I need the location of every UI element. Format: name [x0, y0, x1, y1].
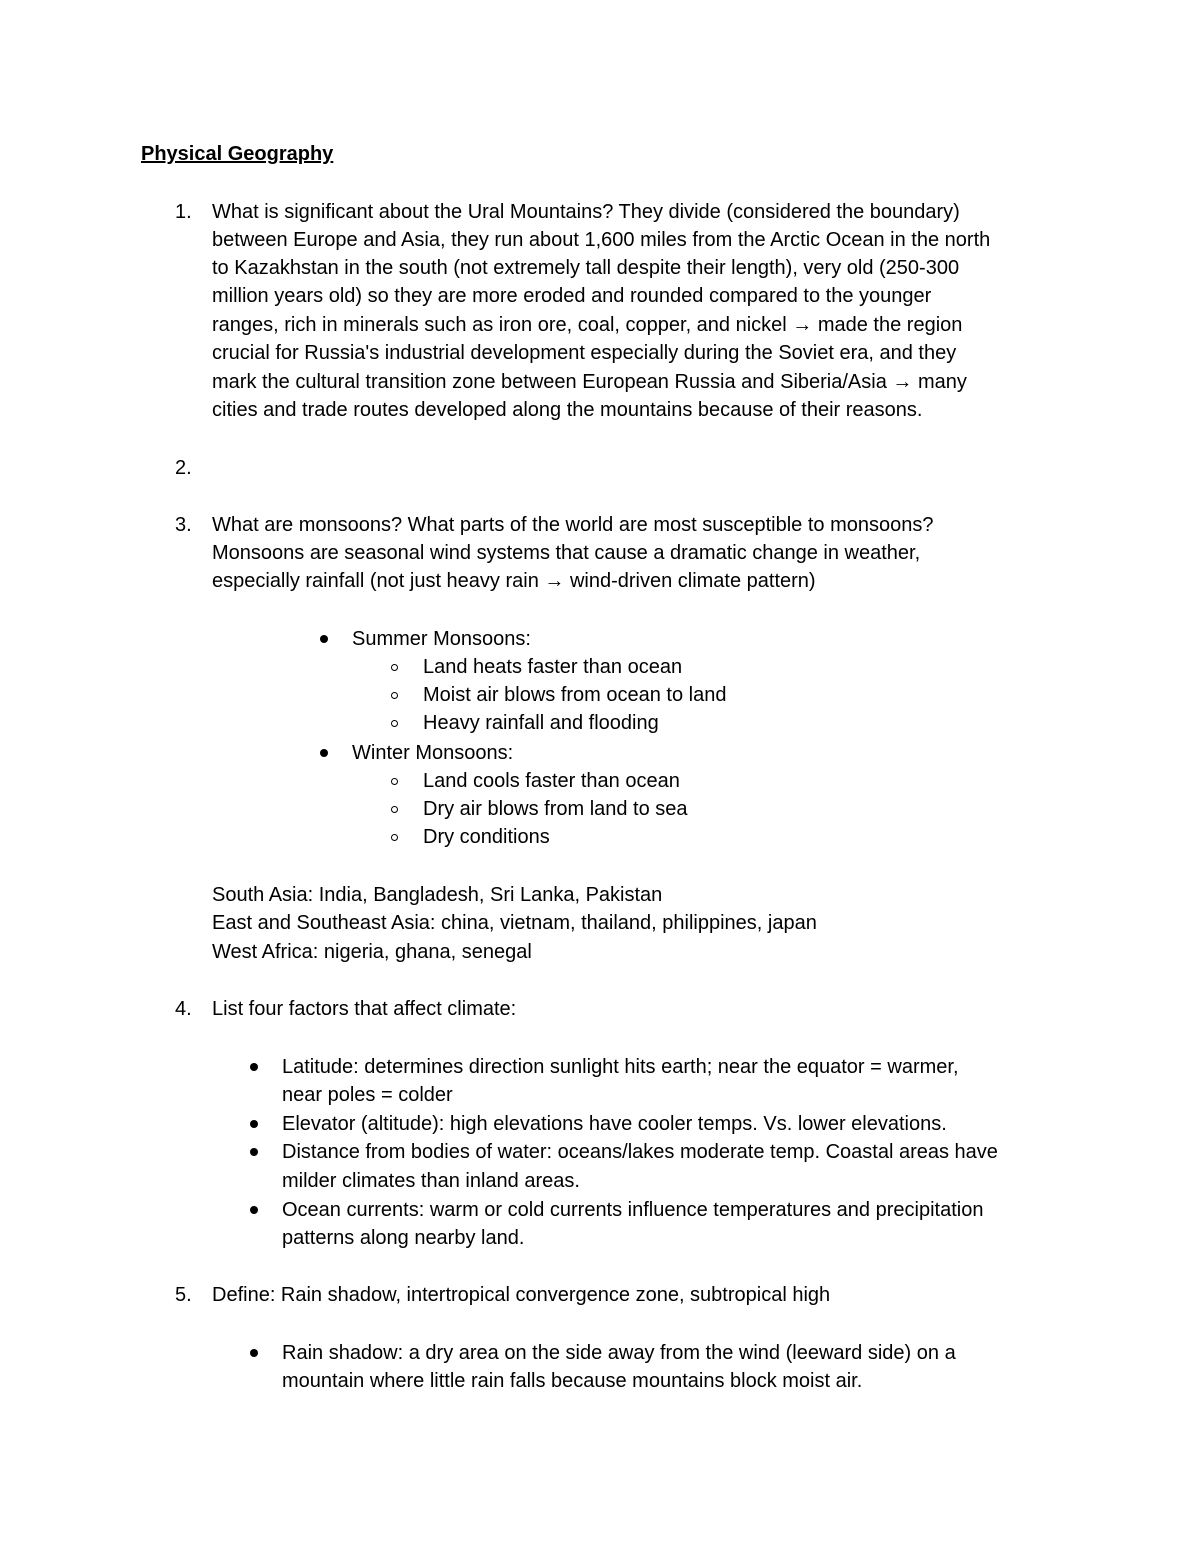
bullet-dot-icon: [320, 635, 328, 643]
question-text-line: What is significant about the Ural Mountains? They divide (considered the boundary): [212, 201, 960, 223]
list-item: patterns along nearby land.: [282, 1227, 525, 1249]
list-item: Land cools faster than ocean: [423, 770, 680, 792]
bullet-circle-icon: [391, 692, 398, 699]
question-number: 4.: [175, 998, 192, 1020]
question-number: 1.: [175, 201, 192, 223]
question-text-line: to Kazakhstan in the south (not extremely tall despite their length), very old (250-300: [212, 257, 960, 279]
question-text-line: mark the cultural transition zone between European Russia and Siberia/Asia → many: [212, 371, 967, 393]
question-text-line: million years old) so they are more eroded and rounded compared to the younger: [212, 285, 932, 307]
question-text-line: between Europe and Asia, they run about 1,600 miles from the Arctic Ocean in the north: [212, 229, 991, 251]
list-item: mountain where little rain falls because mountains block moist air.: [282, 1370, 863, 1392]
question-text-line: Monsoons are seasonal wind systems that cause a dramatic change in weather,: [212, 542, 921, 564]
bullet-circle-icon: [391, 720, 398, 727]
list-item: Rain shadow: a dry area on the side away from the wind (leeward side) on a: [282, 1342, 956, 1364]
question-text-line: What are monsoons? What parts of the world are most susceptible to monsoons?: [212, 514, 934, 536]
list-item: milder climates than inland areas.: [282, 1170, 580, 1192]
question-text-line: especially rainfall (not just heavy rain → wind-driven climate pattern): [212, 570, 816, 592]
question-text-line: crucial for Russia's industrial development especially during the Soviet era, and they: [212, 342, 957, 364]
list-item: Latitude: determines direction sunlight hits earth; near the equator = warmer,: [282, 1056, 959, 1078]
question-number: 3.: [175, 514, 192, 536]
list-item: near poles = colder: [282, 1084, 453, 1106]
region-line: South Asia: India, Bangladesh, Sri Lanka, Pakistan: [212, 884, 663, 906]
bullet-dot-icon: [250, 1206, 258, 1214]
question-number: 2.: [175, 457, 192, 479]
question-text-line: ranges, rich in minerals such as iron ore, coal, copper, and nickel → made the region: [212, 314, 963, 336]
list-item: Land heats faster than ocean: [423, 656, 683, 678]
list-item: Ocean currents: warm or cold currents influence temperatures and precipitation: [282, 1199, 984, 1221]
bullet-dot-icon: [250, 1349, 258, 1357]
bullet-circle-icon: [391, 806, 398, 813]
region-line: West Africa: nigeria, ghana, senegal: [212, 941, 532, 963]
region-line: East and Southeast Asia: china, vietnam, thailand, philippines, japan: [212, 912, 817, 934]
question-text-line: cities and trade routes developed along the mountains because of their reasons.: [212, 399, 923, 421]
bullet-circle-icon: [391, 664, 398, 671]
bullet-dot-icon: [250, 1148, 258, 1156]
question-number: 5.: [175, 1284, 192, 1306]
list-item: Heavy rainfall and flooding: [423, 712, 659, 734]
list-item: Dry conditions: [423, 826, 550, 848]
bullet-dot-icon: [250, 1120, 258, 1128]
list-item: Distance from bodies of water: oceans/lakes moderate temp. Coastal areas have: [282, 1141, 998, 1163]
list-item: Dry air blows from land to sea: [423, 798, 688, 820]
bullet-circle-icon: [391, 834, 398, 841]
list-item: Elevator (altitude): high elevations have cooler temps. Vs. lower elevations.: [282, 1113, 947, 1135]
page-title: Physical Geography: [141, 143, 334, 165]
list-group-label: Summer Monsoons:: [352, 628, 531, 650]
question-text-line: List four factors that affect climate:: [212, 998, 517, 1020]
list-group-label: Winter Monsoons:: [352, 742, 514, 764]
bullet-circle-icon: [391, 778, 398, 785]
bullet-dot-icon: [320, 749, 328, 757]
bullet-dot-icon: [250, 1063, 258, 1071]
question-text-line: Define: Rain shadow, intertropical convergence zone, subtropical high: [212, 1284, 831, 1306]
list-item: Moist air blows from ocean to land: [423, 684, 727, 706]
